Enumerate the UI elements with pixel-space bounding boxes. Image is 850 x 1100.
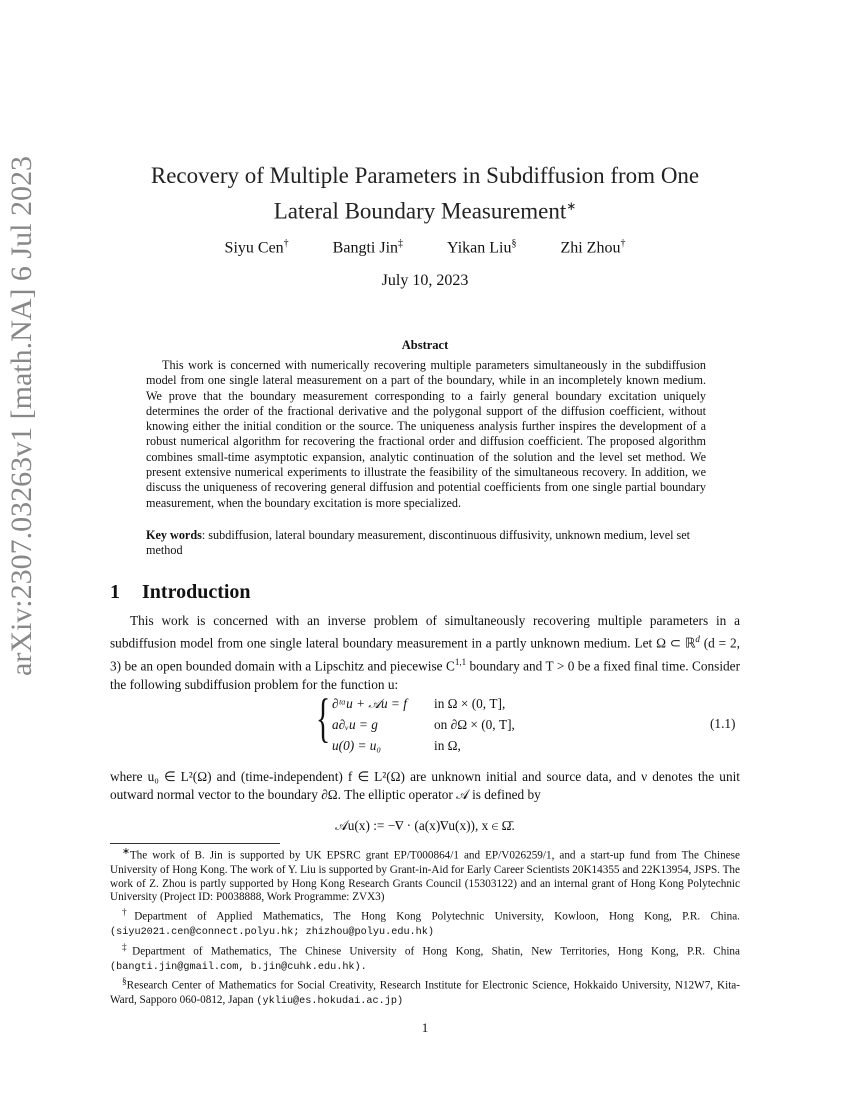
author: Siyu Cen† bbox=[224, 238, 289, 257]
intro-paragraph-2: where u₀ ∈ L²(Ω) and (time-independent) f ∈ L²(Ω) are unknown initial and source data, and ν denotes the unit outward normal vector to the boundary ∂Ω. The elliptic operator 𝒜 is defined by bbox=[110, 769, 740, 803]
arxiv-id: arXiv:2307.03263v1 [math.NA] 6 Jul 2023 bbox=[5, 156, 38, 676]
intro-paragraph-1: This work is concerned with an inverse problem of simultaneously recovering multiple parameters in a subdiffusion model from one single lateral boundary measurement in a partly unknown medium. Let Ω ⊂ ℝ$^d$ (d = 2, 3) be an open bounded domain with a Lipschitz and piecewise C$^{1,1}$ boundary and T > 0 be a fixed final time. Consider the following subdiffusion problem for the function u: bbox=[110, 613, 741, 692]
section-number: 1 bbox=[110, 581, 120, 603]
display-equation: 𝒜u(x) := −∇ · (a(x)∇u(x)), x ∈ Ω̄. bbox=[335, 818, 515, 833]
footnote: ∗The work of B. Jin is supported by UK EPSRC grant EP/T000864/1 and EP/V026259/1, and a start-up fund from The Chinese University of Hong Kong. The work of Y. Liu is supported by Grant-in-Aid for Early Career Scientists 20K14355 and 22K13954, JSPS. The work of Z. Zhou is partly supported by Hong Kong Research Grants Council (15303122) and an internal grant of Hong Kong Polytechnic University (Project ID: P0038888, Work Programme: ZVX3) bbox=[110, 847, 740, 904]
keywords bbox=[146, 528, 712, 559]
author: Bangti Jin‡ bbox=[332, 238, 404, 257]
paper-title bbox=[0, 160, 850, 227]
author: Zhi Zhou† bbox=[560, 238, 626, 257]
keywords-list: : subdiffusion, lateral boundary measurement, discontinuous diffusivity, unknown medium, level set method bbox=[146, 528, 691, 558]
abstract-heading: Abstract bbox=[401, 338, 449, 352]
author: Yikan Liu§ bbox=[447, 238, 517, 257]
page-number: 1 bbox=[421, 1020, 429, 1035]
email-link[interactable]: (ykliu@es.hokudai.ac.jp) bbox=[256, 996, 404, 1008]
abstract-text: This work is concerned with numerically recovering multiple parameters simultaneously in the subdiffusion model from one single lateral measurement on a part of the boundary, while in an incompletely known medium. We prove that the boundary measurement corresponding to a fairly general boundary excitation uniquely determines the order of the fractional derivative and the polygonal support of the diffusion coefficient, without knowing either the initial condition or the source. The uniqueness analysis further inspires the development of a robust numerical algorithm for recovering the fractional order and diffusion coefficient. The proposed algorithm combines small-time asymptotic expansion, analytic continuation of the solution and the level set method. We present extensive numerical experiments to illustrate the feasibility of the simultaneous recovery. In addition, we discuss the uniqueness of recovering general diffusion and potential coefficients from one single partial boundary measurement, when the boundary excitation is more specialized. bbox=[146, 358, 706, 510]
title-line-1: Recovery of Multiple Parameters in Subdiffusion from One bbox=[150, 163, 700, 188]
footnote: ‡Department of Mathematics, The Chinese University of Hong Kong, Shatin, New Territories, Hong Kong, P.R. China (bangti.jin@gmail.com, b.jin@cuhk.edu.hk). bbox=[110, 942, 740, 973]
author-list bbox=[0, 238, 850, 257]
equation-number: (1.1) bbox=[710, 716, 736, 731]
title-line-2: Lateral Boundary Measurement bbox=[273, 198, 567, 224]
arxiv-stamp bbox=[5, 156, 38, 700]
title-footnote-mark: ∗ bbox=[566, 199, 577, 213]
section-title: Introduction bbox=[142, 581, 251, 603]
keywords-label: Key words bbox=[146, 528, 202, 542]
equation-1-1: { ∂ᵗᵅu + 𝒜u = f in Ω × (0, T], a∂ᵥu = g on ∂Ω × (0, T], u(0) = u₀ in Ω, bbox=[316, 688, 515, 753]
footnote: §Research Center of Mathematics for Social Creativity, Research Institute for Electronic Science, Hokkaido University, N12W7, Kita-Ward, Sapporo 060-0812, Japan (ykliu@es.hokudai.ac.jp) bbox=[110, 977, 740, 1008]
section-heading bbox=[110, 581, 251, 604]
email-link[interactable]: (siyu2021.cen@connect.polyu.hk; zhizhou@polyu.edu.hk) bbox=[110, 927, 435, 938]
footnotes bbox=[110, 846, 740, 1011]
email-link[interactable]: (bangti.jin@gmail.com, b.jin@cuhk.edu.hk). bbox=[110, 961, 367, 973]
footnote-rule bbox=[110, 843, 280, 844]
footnote: †Department of Applied Mathematics, The Hong Kong Polytechnic University, Kowloon, Hong Kong, P.R. China. (siyu2021.cen@connect.polyu.hk; zhizhou@polyu.edu.hk) bbox=[110, 908, 740, 938]
paper-date: July 10, 2023 bbox=[381, 272, 469, 289]
left-brace: { bbox=[316, 688, 331, 748]
